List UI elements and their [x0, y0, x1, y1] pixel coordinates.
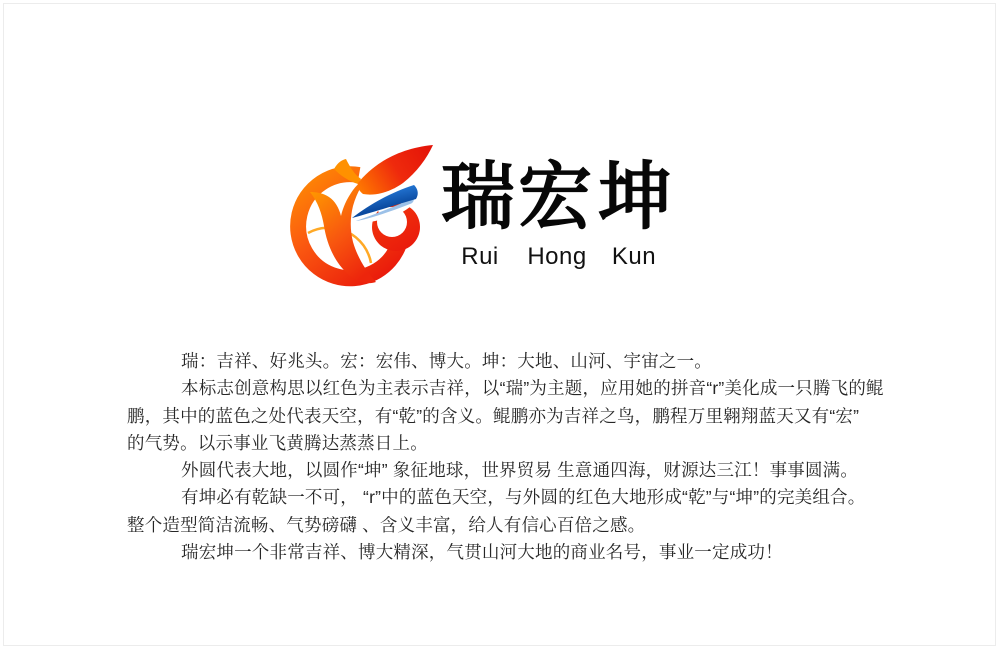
- description-line-6: 有坤必有乾缺一不可， “r”中的蓝色天空，与外圆的红色大地形成“乾”与“坤”的完美组合。: [181, 487, 866, 508]
- description-line-1: 瑞：吉祥、好兆头。宏：宏伟、博大。坤：大地、山河、宇宙之一。: [181, 351, 712, 371]
- logo-description: [127, 348, 887, 566]
- wing-shape: [358, 145, 433, 195]
- logo-mark-icon: [278, 133, 443, 293]
- description-line-7: 整个造型简洁流畅、气势磅礴 、含义丰富，给人有信心百倍之感。: [127, 514, 646, 535]
- description-line-2: 本标志创意构思以红色为主表示吉祥，以“瑞”为主题，应用她的拼音“r”美化成一只腾飞的鲲: [181, 378, 884, 399]
- logo-pinyin-kun: Kun: [611, 243, 657, 270]
- description-line-3: 鹏，其中的蓝色之处代表天空，有“乾”的含义。鲲鹏亦为吉祥之鸟，鹏程万里翱翔蓝天又有“宏”: [127, 405, 860, 426]
- logo-pinyin-hong: Hong: [527, 243, 587, 270]
- description-line-4: 的气势。以示事业飞黄腾达蒸蒸日上。: [127, 432, 428, 453]
- logo-pinyin-rui: Rui: [461, 243, 499, 270]
- logo-title-char-hong: 宏: [518, 154, 592, 240]
- logo-title-char-kun: 坤: [598, 154, 672, 240]
- logo-title-char-rui: 瑞: [441, 154, 515, 240]
- description-line-8: 瑞宏坤一个非常吉祥、博大精深，气贯山河大地的商业名号，事业一定成功！: [181, 542, 783, 563]
- description-line-5: 外圆代表大地，以圆作“坤” 象征地球，世界贸易 生意通四海，财源达三江！事事圆满。: [181, 460, 859, 481]
